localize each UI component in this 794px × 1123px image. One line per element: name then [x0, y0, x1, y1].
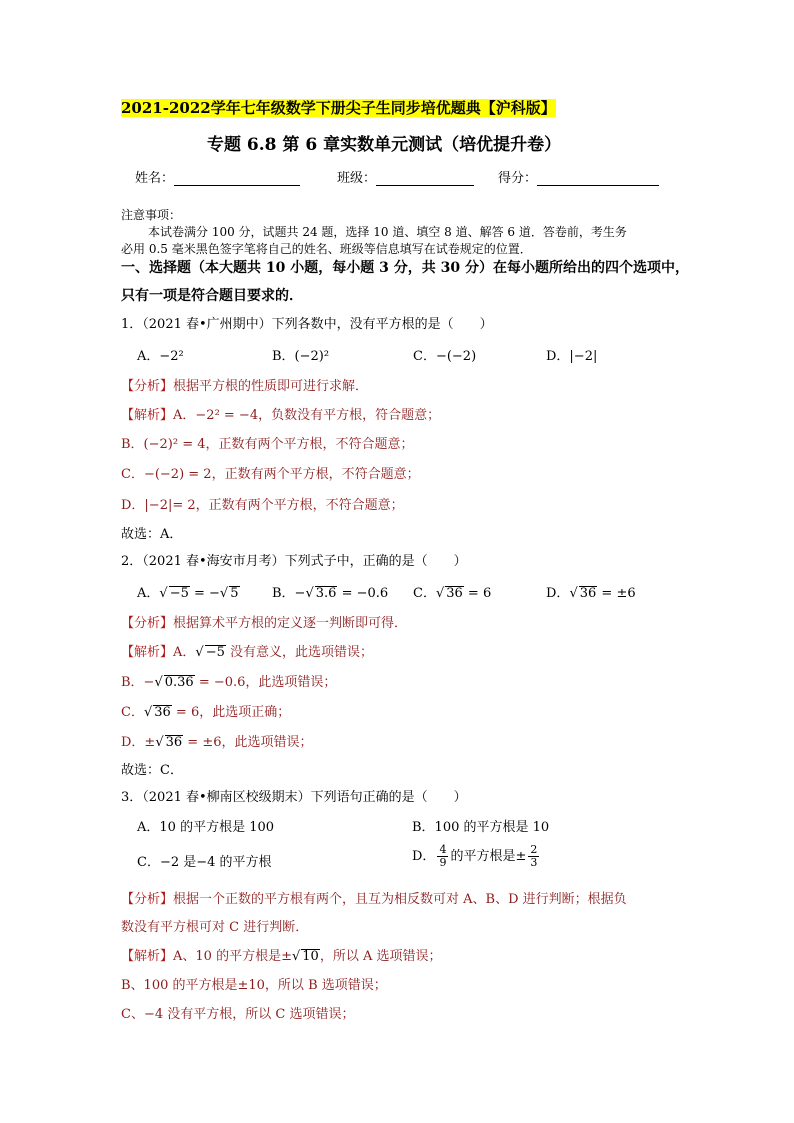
score-label-text: 得分：	[498, 171, 538, 186]
q2-solution-3: C．√ 36 = 6，此选项正确；	[121, 705, 291, 720]
name-field[interactable]	[174, 171, 300, 186]
q2-answer: 故选：C．	[121, 763, 183, 778]
q3-d-mid: 的平方根是±	[450, 849, 527, 864]
q1-solution-2: B．(−2)² = 4，正数有两个平方根，不符合题意；	[121, 437, 414, 452]
q3-analysis-text-1: 根据一个正数的平方根有两个，且互为相反数可对 A、B、D 进行判断；根据负	[173, 892, 627, 907]
class-label	[337, 167, 474, 186]
q2-s1-post: 没有意义，此选项错误；	[225, 645, 374, 660]
q2-solution-4: D．±√ 36 = ±6，此选项错误；	[121, 735, 313, 750]
q2-a-radicand-2: 5	[230, 586, 239, 601]
section-heading-1: 一、选择题（本大题共 10 小题，每小题 3 分，共 30 分）在每小题所给出的四个选项中，	[121, 260, 689, 276]
q2-d-prefix: D．	[546, 586, 570, 601]
q2-analysis-text: 根据算术平方根的定义逐一判断即可得．	[173, 616, 408, 631]
q2-s4-prefix: D．±	[121, 735, 156, 750]
q3-d-den2: 3	[530, 856, 538, 869]
q1-analysis	[121, 375, 368, 394]
class-field[interactable]	[376, 171, 474, 186]
q3-option-b[interactable]: B．100 的平方根是 10	[412, 820, 550, 835]
q1-solution-tag: 【解析】	[121, 408, 174, 423]
q1-answer: 故选：A．	[121, 527, 183, 542]
q3-solution-2: B、100 的平方根是±10，所以 B 选项错误；	[121, 978, 387, 993]
notes-line-1: 本试卷满分 100 分，试题共 24 题，选择 10 道、填空 8 道、解答 6 道．答卷前，考生务	[148, 225, 627, 239]
q2-s3-post: = 6，此选项正确；	[171, 705, 291, 720]
header-year: 2021-2022	[121, 99, 211, 117]
q3-solution-tag: 【解析】	[121, 949, 174, 964]
q3-option-a[interactable]: A．10 的平方根是 100	[137, 820, 275, 835]
q2-option-c[interactable]: C．√ 36 = 6	[413, 586, 492, 601]
q2-b-prefix: B．−	[272, 586, 306, 601]
q2-option-a[interactable]: A．√ −5 = −√ 5	[137, 586, 239, 601]
q2-c-prefix: C．	[413, 586, 436, 601]
q2-s3-radicand: 36	[154, 705, 171, 720]
q2-s4-post: = ±6，此选项错误；	[183, 735, 313, 750]
q3-s1-prefix: A、10 的平方根是±	[173, 949, 292, 964]
q3-d-num: 4	[439, 843, 447, 856]
q2-s2-radicand: 0.36	[164, 675, 194, 690]
q3-s1-radicand: 10	[302, 949, 319, 964]
q3-stem: 3．（2021 春•柳南区校级期末）下列语句正确的是（ ）	[121, 790, 467, 805]
q2-c-post: = 6	[463, 586, 492, 601]
q3-d-prefix: D．	[412, 849, 436, 864]
q1-stem: 1．（2021 春•广州期中）下列各数中，没有平方根的是（ ）	[121, 317, 493, 332]
q1-solution-4: D．|−2|= 2，正数有两个平方根，不符合题意；	[121, 498, 404, 513]
q3-s1-post: ，所以 A 选项错误；	[319, 949, 442, 964]
q3-option-c[interactable]: C．−2 是−4 的平方根	[137, 855, 272, 870]
q1-solution-3: C．−(−2) = 2，正数有两个平方根，不符合题意；	[121, 467, 420, 482]
q3-solution-3: C、−4 没有平方根，所以 C 选项错误；	[121, 1007, 355, 1022]
score-field[interactable]	[537, 171, 659, 186]
score-label	[498, 167, 659, 186]
q3-solution-1: 【解析】A、10 的平方根是±√ 10，所以 A 选项错误；	[121, 949, 442, 964]
q1-analysis-text: 根据平方根的性质即可进行求解．	[173, 379, 369, 394]
q2-c-radicand: 36	[446, 586, 463, 601]
q3-analysis-2: 数没有平方根可对 C 进行判断．	[121, 920, 309, 935]
section-heading-2: 只有一项是符合题目要求的．	[121, 288, 303, 304]
page-title: 专题 6.8 第 6 章实数单元测试（培优提升卷）	[207, 135, 562, 155]
q1-analysis-tag: 【分析】	[121, 379, 174, 394]
q2-solution-2: B．−√ 0.36 = −0.6，此选项错误；	[121, 675, 337, 690]
q2-s2-prefix: B．−	[121, 675, 155, 690]
q2-solution-tag: 【解析】	[121, 645, 174, 660]
class-label-text: 班级：	[337, 171, 377, 186]
q1-option-b[interactable]: B．(−2)²	[272, 349, 330, 364]
header-series	[121, 97, 556, 118]
q1-solution-1	[121, 404, 440, 423]
q2-s4-radicand: 36	[165, 735, 183, 750]
q3-d-num2: 2	[530, 843, 538, 856]
notes-line-2: 必用 0.5 毫米黑色签字笔将自己的姓名、班级等信息填写在试卷规定的位置．	[121, 242, 532, 256]
notes-heading: 注意事项：	[121, 208, 182, 222]
header-series-text: 学年七年级数学下册尖子生同步培优题典【沪科版】	[210, 99, 556, 117]
q2-b-post: = −0.6	[337, 586, 389, 601]
q2-s1-prefix: A．	[173, 645, 196, 660]
q2-s3-prefix: C．	[121, 705, 144, 720]
q2-b-radicand: 3.6	[315, 586, 337, 601]
q2-d-radicand: 36	[579, 586, 597, 601]
q2-s1-radicand: −5	[205, 645, 225, 660]
q3-d-fraction-1	[437, 844, 448, 869]
q2-a-mid: = −	[189, 586, 220, 601]
q2-analysis-tag: 【分析】	[121, 616, 174, 631]
q1-option-c[interactable]: C．−(−2)	[413, 349, 477, 364]
q3-analysis-1	[121, 888, 627, 907]
q2-solution-1: 【解析】A．√ −5 没有意义，此选项错误；	[121, 645, 374, 660]
q1-solution-1-text: A．−2² = −4，负数没有平方根，符合题意；	[173, 408, 441, 423]
q1-option-d[interactable]: D．|−2|	[546, 349, 598, 364]
q3-d-fraction-2	[528, 844, 539, 869]
q2-analysis	[121, 612, 407, 631]
q2-stem: 2．（2021 春•海安市月考）下列式子中，正确的是（ ）	[121, 554, 467, 569]
q3-option-d[interactable]	[412, 844, 541, 869]
q2-d-post: = ±6	[597, 586, 636, 601]
name-label	[135, 167, 300, 186]
q3-analysis-tag: 【分析】	[121, 892, 174, 907]
q2-option-b[interactable]: B．−√ 3.6 = −0.6	[272, 586, 389, 601]
q2-option-d[interactable]: D．√ 36 = ±6	[546, 586, 636, 601]
q1-option-a[interactable]: A．−2²	[137, 349, 184, 364]
q2-a-radicand-1: −5	[169, 586, 189, 601]
q2-s2-post: = −0.6，此选项错误；	[194, 675, 337, 690]
q3-d-den: 9	[439, 856, 447, 869]
name-label-text: 姓名：	[135, 171, 175, 186]
q2-a-prefix: A．	[137, 586, 160, 601]
